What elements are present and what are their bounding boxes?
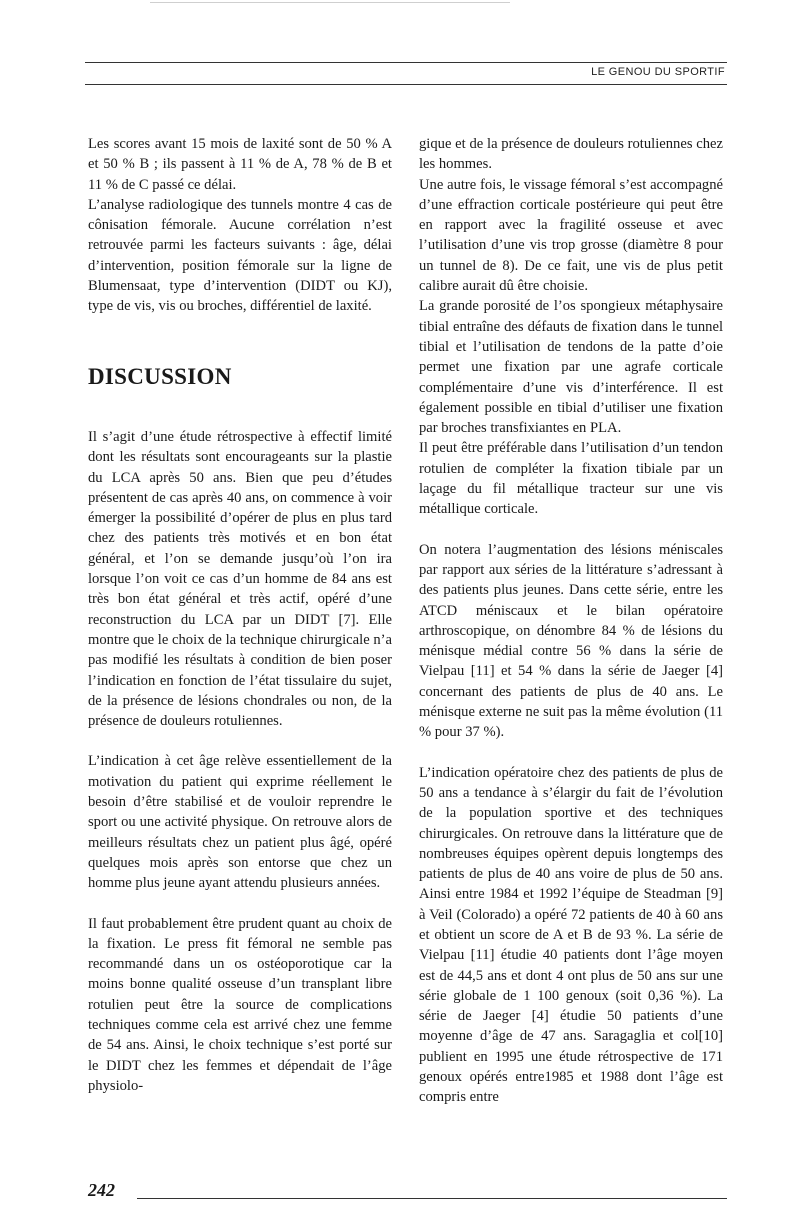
paragraph-fixation: Il faut probablement être prudent quant au choix de la fixation. Le press fit fémoral ne semble pas recommandé dans un os ostéoporotique car la moins bonne qualité osseuse d’un transplant libre rotulien peut être la source de complications techniques comme cela est arrivé chez une femme de 54 ans. Ainsi, le choix technique s’est porté sur le DIDT chez les femmes et dépendait de l’âge physiolo- <box>88 915 392 1094</box>
paragraph-laxity-scores: Les scores avant 15 mois de laxité sont de 50 % A et 50 % B ; ils passent à 11 % de A, 78 % de B et 11 % de C passé ce délai. <box>88 136 392 193</box>
paragraph-continuation: gique et de la présence de douleurs rotuliennes chez les hommes. <box>419 136 723 173</box>
paragraph-tibial-porosity: La grande porosité de l’os spongieux métaphysaire tibial entraîne des défauts de fixation dans le tunnel tibial et l’utilisation de tendons de la patte d’oie permet une fixation par une agrafe corticale complémentaire d’une vis d’interférence. Il est également possible en tibial d’utiliser une fixation par broches transfixiantes en PLA. <box>419 298 723 437</box>
paragraph-femoral-screw: Une autre fois, le vissage fémoral s’est accompagné d’une effraction corticale postérieure qui peut être en rapport avec la fragilité osseuse et avec l’utilisation d’une vis trop grosse (diamètre 8 pour un tunnel de 8). De ce fait, une vis de plus petit calibre aurait dû être choisie. <box>419 176 723 295</box>
paragraph-indication: L’indication à cet âge relève essentiellement de la motivation du patient qui exprime réellement le besoin d’être stabilisé et de vouloir reprendre le sport ou une activité physique. On retrouve alors de meilleurs résultats chez un patient plus âgé, opéré quelques mois après son entorse que chez un homme plus jeune ayant attendu plusieurs années. <box>88 753 392 892</box>
header-rule-bottom <box>85 84 727 85</box>
running-head: LE GENOU DU SPORTIF <box>591 66 725 78</box>
paragraph-discussion-intro: Il s’agit d’une étude rétrospective à effectif limité dont les résultats sont encourageants sur la plastie du LCA après 50 ans. Bien que peu d’études présentent de cas après 40 ans, on commence à voir émerger la possibilité d’opérer de plus en plus tard chez des patients très motivés et en bon état général, et l’on se demande jusqu’où l’on ira lorsque l’on voit ce cas d’un homme de 84 ans est très bon état général et très actif, opéré d’une reconstruction du LCA par un DIDT [7]. Elle montre que le choix de la technique chirurgicale n’a pas modifié les résultats à condition de bien poser l’indication en fonction de l’état tissulaire du sujet, de la présence de lésions chondrales ou non, de la présence de douleurs rotuliennes. <box>88 428 392 730</box>
top-crop-mark <box>150 2 510 3</box>
paragraph-meniscal-lesions: On notera l’augmentation des lésions méniscales par rapport aux séries de la littérature s’adressant à des patients plus jeunes. Dans cette série, entre les ATCD méniscaux et le bilan opératoire arthroscopique, on dénombre 84 % de lésions du ménisque médial contre 56 % dans la série de Vielpau [11] et 54 % dans la série de Jaeger [4] concernant des patients de plus de 40 ans. Le ménisque externe ne suit pas la même évolution (11 % pour 37 %). <box>419 541 723 741</box>
paragraph-operative-indication: L’indication opératoire chez des patients de plus de 50 ans a tendance à s’élargir du fait de l’évolution de la population sportive et des techniques chirurgicales. On retrouve dans la littérature que de nombreuses équipes opèrent depuis longtemps des patients de plus de 40 ans voire de plus de 50 ans. Ainsi entre 1984 et 1992 l’équipe de Steadman [9] à Veil (Colorado) a opéré 72 patients de 40 à 60 ans et obtient un score de A et B de 93 %. La série de Vielpau [11] étudie 40 patients dont l’âge moyen est de 44,5 ans et dont 4 ont plus de 50 ans sur une série globale de 1 100 genoux (soit 0,36 %). La série de Jaeger [4] étudie 50 patients d’une moyenne d’âge de 47 ans. Saragaglia et col[10] publient en 1995 une étude rétrospective de 171 genoux opérés entre1985 et 1988 dont l’âge est compris entre <box>419 764 723 1106</box>
section-heading-discussion: DISCUSSION <box>88 363 232 389</box>
page-number: 242 <box>88 1180 115 1200</box>
left-column <box>88 134 392 1096</box>
paragraph-patellar-tendon: Il peut être préférable dans l’utilisation d’un tendon rotulien de compléter la fixation tibiale par un laçage du fil métallique tracteur sur une vis métallique corticale. <box>419 440 723 518</box>
footer-rule <box>137 1198 727 1199</box>
header-rule-top <box>85 62 727 63</box>
paragraph-radiologic-analysis: L’analyse radiologique des tunnels montre 4 cas de cônisation fémorale. Aucune corrélation n’est retrouvée parmi les facteurs suivants : âge, délai d’intervention, position fémorale sur la ligne de Blumensaat, type d’intervention (DIDT ou KJ), type de vis, vis ou broches, différentiel de laxité. <box>88 196 392 315</box>
right-column <box>419 134 723 1108</box>
